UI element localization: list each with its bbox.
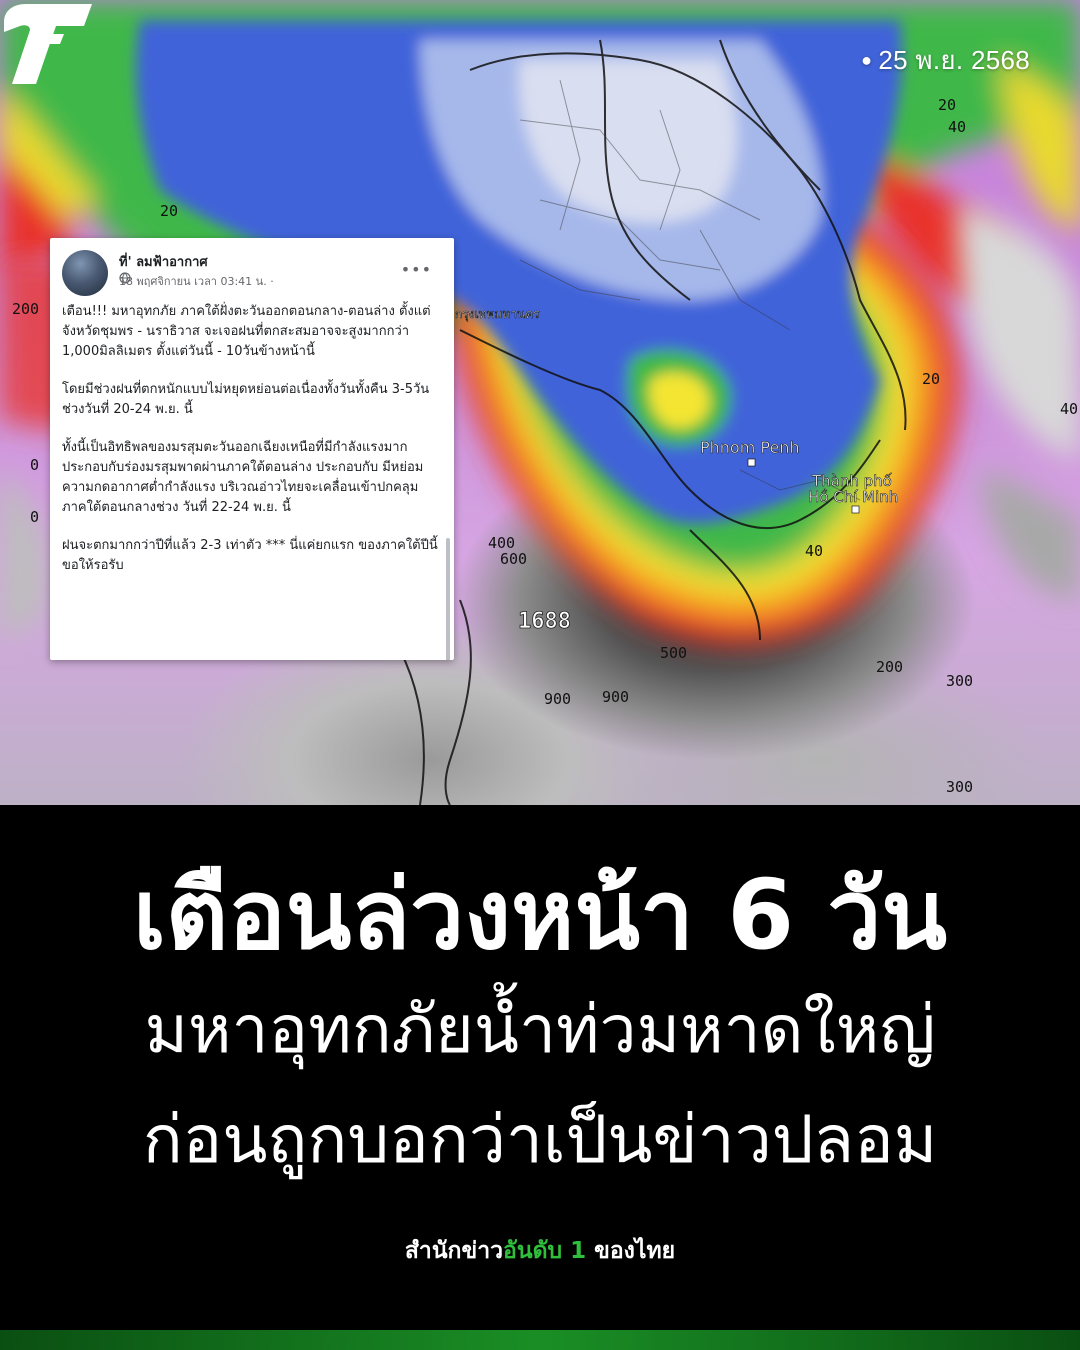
contour-label: 500 [660, 644, 688, 662]
contour-label: 40 [948, 118, 967, 136]
post-timestamp[interactable]: 18 พฤศจิกายน เวลา 03:41 น. · [119, 275, 274, 288]
more-options-icon[interactable]: ••• [400, 260, 432, 279]
headline-panel [0, 805, 1080, 1350]
contour-label: 300 [946, 778, 974, 796]
headline-subtitle-line2: ก่อนถูกบอกว่าเป็นข่าวปลอม [142, 1101, 938, 1178]
post-body [50, 296, 454, 576]
post-date: ● 25 พ.ย. 2568 [861, 45, 1030, 75]
place-label-phnom-penh: Phnom Penh [700, 438, 800, 457]
place-label-hcmc-line1: Thành phố [812, 472, 892, 490]
contour-label: 40 [1060, 400, 1079, 418]
post-meta [119, 272, 274, 290]
contour-label-peak: 1688 [518, 609, 571, 634]
contour-label: 20 [922, 370, 941, 388]
contour-label: 200 [876, 658, 904, 676]
contour-label: 600 [500, 550, 528, 568]
post-paragraph: โดยมีช่วงฝนที่ตกหนักแบบไม่หยุดหย่อนต่อเนื่องทั้งวันทั้งคืน 3-5วัน ช่วงวันที่ 20-24 พ.ย. นี้ [62, 382, 430, 417]
place-label-hcmc-line2: Hồ Chí Minh [808, 488, 899, 506]
contour-label: 200 [12, 300, 40, 318]
contour-label: 0 [30, 456, 40, 474]
bottom-accent-bar [0, 1330, 1080, 1350]
contour-label: 0 [30, 508, 40, 526]
headline-title: เตือนล่วงหน้า 6 วัน [132, 859, 948, 971]
contour-label: 400 [488, 534, 516, 552]
page-name[interactable]: ที่' ลมฟ้าอากาศ [119, 255, 208, 270]
contour-label: 40 [805, 542, 824, 560]
brand-tagline [0, 1233, 1080, 1269]
contour-label: 900 [602, 688, 630, 706]
post-paragraph: ทั้งนี้เป็นอิทธิพลของมรสุมตะวันออกเฉียงเหนือที่มีกำลังแรงมาก ประกอบกับร่องมรสุมพาดผ่านภาคใต้ตอนล่าง ประกอบกับ มีหย่อมความกดอากาศต่ำกำลังแรง บริเวณอ่าวไทยจะเคลื่อนเข้าปกคลุมภาคใต้ตอนกลางช่วง วันที่ 22-24 พ.ย. นี้ [62, 440, 424, 515]
contour-label: 20 [160, 202, 179, 220]
globe-icon [119, 272, 131, 284]
tagline-accent: อันดับ 1 [503, 1238, 587, 1264]
thairath-t-logo-icon [0, 0, 96, 88]
card-scrollbar[interactable] [446, 538, 450, 660]
post-paragraph: เตือน!!! มหาอุทกภัย ภาคใต้ฝั่งตะวันออกตอนกลาง-ตอนล่าง ตั้งแต่จังหวัดชุมพร - นราธิวาส จะเจอฝนที่ตกสะสมอาจจะสูงมากกว่า 1,000มิลลิเมตร ตั้งแต่วันนี้ - 10วันข้างหน้านี้ [62, 304, 431, 359]
contour-label: 300 [946, 672, 974, 690]
contour-label: 900 [544, 690, 572, 708]
contour-label: 20 [938, 96, 957, 114]
post-paragraph: ฝนจะตกมากกว่าปีที่แล้ว 2-3 เท่าตัว *** นี่แค่ยกแรก ของภาคใต้ปีนี้ ขอให้รอรับ [62, 538, 438, 573]
post-date-text: 25 พ.ย. 2568 [878, 45, 1030, 75]
headline-subtitle-line1: มหาอุทกภัยน้ำท่วมหาดใหญ่ [144, 991, 936, 1068]
tagline-after: ของไทย [586, 1238, 676, 1264]
facebook-post-card [50, 238, 454, 660]
post-header [50, 238, 454, 296]
place-label-bangkok: กรุงเทพมหานคร [455, 307, 540, 321]
page-avatar[interactable] [62, 250, 108, 296]
tagline-before: สำนักข่าว [404, 1238, 504, 1264]
